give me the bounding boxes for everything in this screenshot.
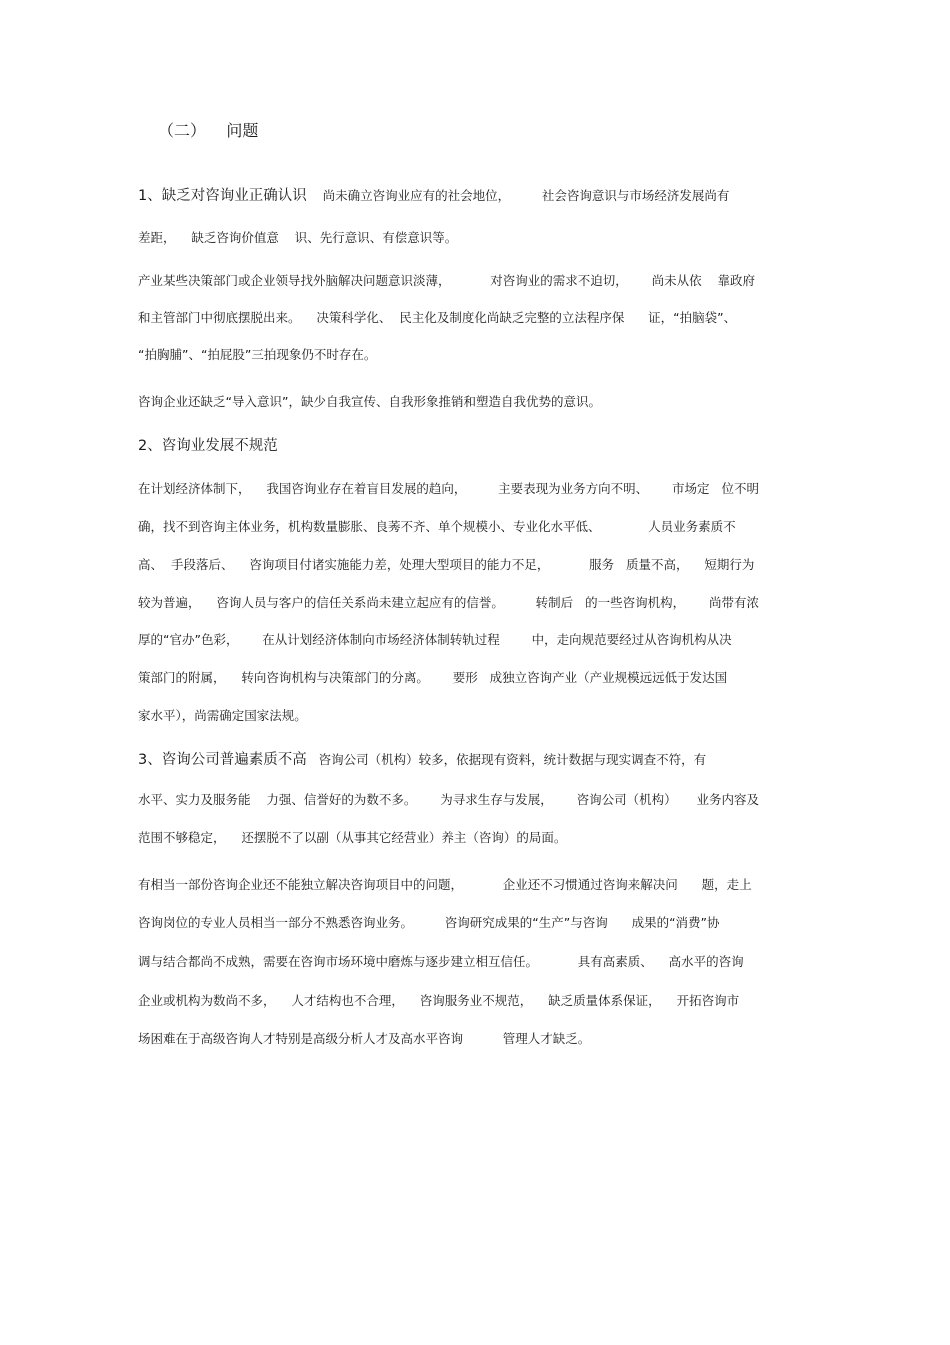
paragraph-line-heading [138, 750, 706, 770]
paragraph-line: 咨询企业还缺乏“导入意识”，缺少自我宣传、自我形象推销和塑造自我优势的意识。 [138, 394, 601, 409]
subsection-heading-1: 1、缺乏对咨询业正确认识 [138, 188, 307, 204]
paragraph-line: 范围不够稳定， 还摆脱不了以副（从事其它经营业）养主（咨询）的局面。 [138, 830, 567, 845]
paragraph-line: 家水平），尚需确定国家法规。 [138, 708, 307, 723]
section-title: （二） 问题 [158, 121, 259, 140]
paragraph-line: 咨询岗位的专业人员相当一部分不熟悉咨询业务。 咨询研究成果的“生产”与咨询 成果的“消费”协 [138, 915, 720, 930]
paragraph-line: 水平、实力及服务能 力强、信誉好的为数不多。 为寻求生存与发展， 咨询公司（机构） 业务内容及 [138, 792, 759, 807]
paragraph-line: 厚的“官办”色彩， 在从计划经济体制向市场经济体制转轨过程 中，走向规范要经过从咨询机构从决 [138, 632, 732, 647]
subsection-heading-2: 2、咨询业发展不规范 [138, 438, 278, 454]
paragraph-line: 场困难在于高级咨询人才特别是高级分析人才及高水平咨询 管理人才缺乏。 [138, 1031, 591, 1046]
paragraph-line: 在计划经济体制下， 我国咨询业存在着盲目发展的趋向， 主要表现为业务方向不明、 市场定 位不明 [138, 481, 759, 496]
paragraph-line: 企业或机构为数尚不多， 人才结构也不合理， 咨询服务业不规范， 缺乏质量体系保证， 开拓咨询市 [138, 993, 740, 1008]
paragraph-line: 产业某些决策部门或企业领导找外脑解决问题意识淡薄， 对咨询业的需求不迫切， 尚未从依 靠政府 [138, 273, 755, 288]
paragraph-line-heading [138, 436, 278, 456]
line-text: 尚未确立咨询业应有的社会地位， 社会咨询意识与市场经济发展尚有 [306, 188, 730, 203]
subsection-heading-3: 3、咨询公司普遍素质不高 [138, 752, 307, 768]
paragraph-line: 高、 手段落后、 咨询项目付诸实施能力差，处理大型项目的能力不足， 服务 质量不高， 短期行为 [138, 557, 755, 572]
paragraph-line-heading [138, 186, 729, 206]
paragraph-line: 策部门的附属， 转向咨询机构与决策部门的分离。 要形 成独立咨询产业（产业规模远远低于发达国 [138, 670, 728, 685]
paragraph-line: 有相当一部份咨询企业还不能独立解决咨询项目中的问题， 企业还不习惯通过咨询来解决问 题，走上 [138, 877, 752, 892]
line-text: 咨询公司（机构）较多，依据现有资料，统计数据与现实调查不符，有 [306, 752, 707, 767]
paragraph-line: “拍胸脯”、“拍屁股”三拍现象仍不时存在。 [138, 347, 377, 362]
paragraph-line: 较为普遍， 咨询人员与客户的信任关系尚未建立起应有的信誉。 转制后 的一些咨询机构， 尚带有浓 [138, 595, 759, 610]
paragraph-line: 差距， 缺乏咨询价值意 识、先行意识、有偿意识等。 [138, 230, 458, 245]
paragraph-line: 和主管部门中彻底摆脱出来。 决策科学化、 民主化及制度化尚缺乏完整的立法程序保 证，“拍脑袋”、 [138, 310, 737, 325]
paragraph-line: 确，找不到咨询主体业务，机构数量膨胀、良莠不齐、单个规模小、专业化水平低、 人员业务素质不 [138, 519, 736, 534]
paragraph-line: 调与结合都尚不成熟，需要在咨询市场环境中磨炼与逐步建立相互信任。 具有高素质、 高水平的咨询 [138, 954, 744, 969]
